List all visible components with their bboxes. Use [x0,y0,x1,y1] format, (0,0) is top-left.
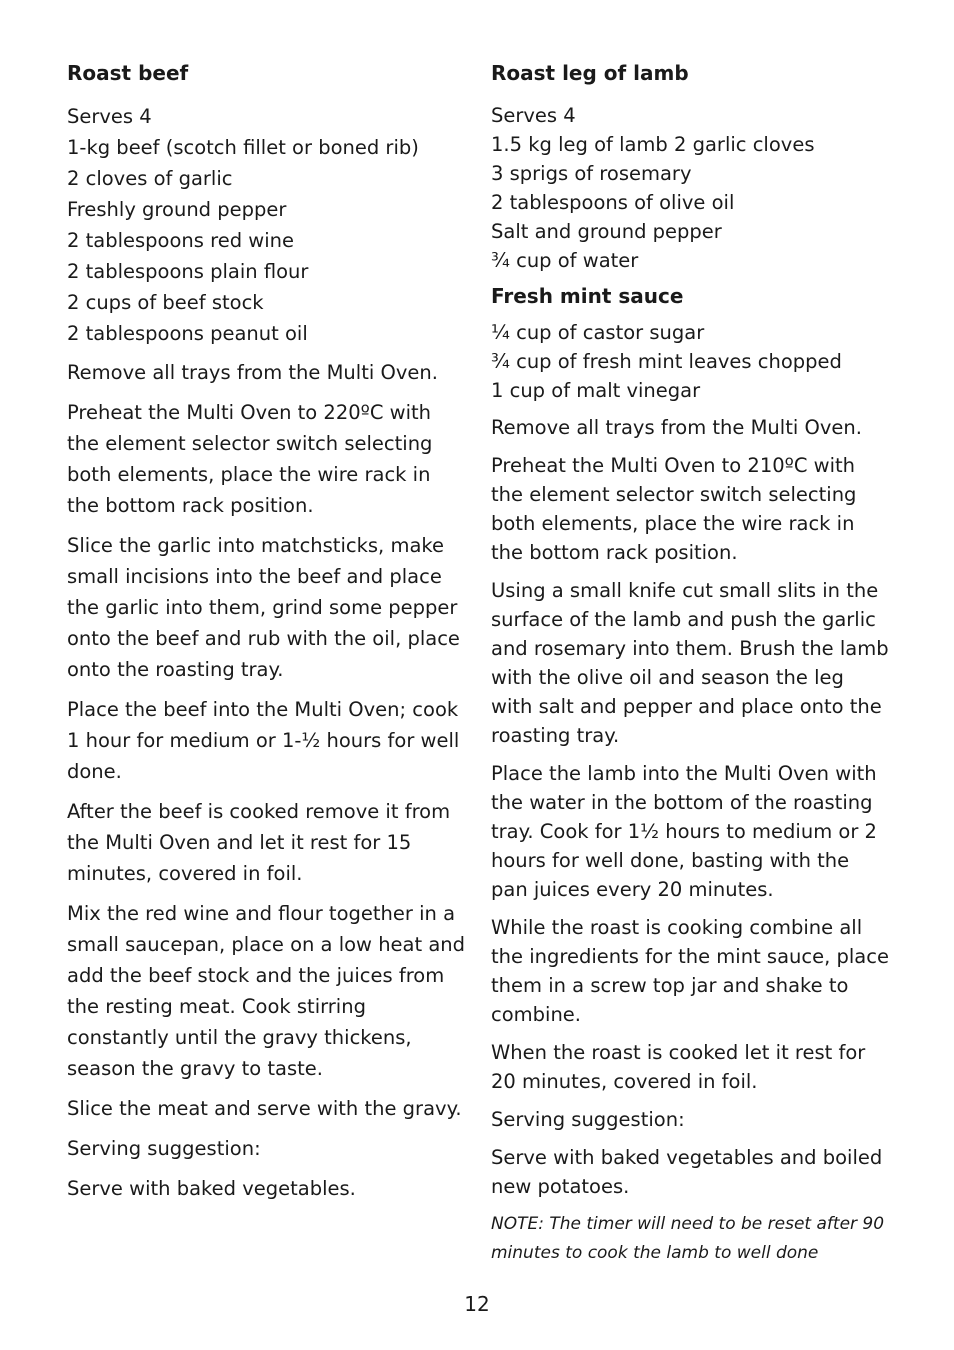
method-step: Remove all trays from the Multi Oven. [491,416,862,439]
mint-sauce-ingredients [491,318,891,405]
serving-suggestion-text: Serve with baked vegetables and boiled new potatoes. [491,1146,883,1198]
serving-suggestion-text: Serve with baked vegetables. [67,1177,356,1200]
ingredient-item: Serves 4 [491,104,576,127]
roast-lamb-column [491,60,891,1277]
ingredient-item: 2 tablespoons red wine [67,229,294,252]
ingredient-item: 2 tablespoons of olive oil [491,191,735,214]
method-step: Mix the red wine and flour together in a small saucepan, place on a low heat and add the beef stock and the juices from the resting meat. Cook stirring constantly until the gravy thickens, season the gravy to taste. [67,902,466,1080]
method-step: Slice the garlic into matchsticks, make small incisions into the beef and place the garlic into them, grind some pepper onto the beef and rub with the oil, place onto the roasting tray. [67,534,460,681]
ingredient-item: 1.5 kg leg of lamb 2 garlic cloves [491,133,815,156]
ingredient-item: 1-kg beef (scotch fillet or boned rib) [67,136,419,159]
ingredient-item: 2 tablespoons plain flour [67,260,309,283]
roast-beef-title: Roast beef [67,61,189,85]
ingredient-item: Serves 4 [67,105,152,128]
ingredient-item: ¼ cup of castor sugar [491,321,705,344]
method-step: Place the beef into the Multi Oven; cook 1 hour for medium or 1-½ hours for well done. [67,698,460,783]
ingredient-item: 1 cup of malt vinegar [491,379,701,402]
mint-sauce-title: Fresh mint sauce [491,284,684,308]
method-step: Remove all trays from the Multi Oven. [67,361,438,384]
page-number: 12 [464,1292,490,1316]
ingredient-item: ¾ cup of fresh mint leaves chopped [491,350,842,373]
roast-beef-ingredients [67,101,467,349]
ingredient-item: 2 cups of beef stock [67,291,264,314]
method-step: After the beef is cooked remove it from the Multi Oven and let it rest for 15 minutes, covered in foil. [67,800,451,885]
ingredient-item: ¾ cup of water [491,249,639,272]
ingredient-item: 2 cloves of garlic [67,167,233,190]
roast-lamb-title: Roast leg of lamb [491,61,689,85]
method-step: Place the lamb into the Multi Oven with the water in the bottom of the roasting tray. Cook for 1½ hours to medium or 2 hours for well done, basting with the pan juices every 20 minutes. [491,762,877,901]
roast-lamb-ingredients [491,101,891,275]
method-step: When the roast is cooked let it rest for 20 minutes, covered in foil. [491,1041,866,1093]
method-step: Preheat the Multi Oven to 220ºC with the element selector switch selecting both elements, place the wire rack in the bottom rack position. [67,401,433,517]
ingredient-item: 2 tablespoons peanut oil [67,322,308,345]
method-step: Preheat the Multi Oven to 210ºC with the element selector switch selecting both elements, place the wire rack in the bottom rack position. [491,454,857,564]
timer-note: NOTE: The timer will need to be reset after 90 minutes to cook the lamb to well done [491,1214,885,1263]
serving-suggestion-label: Serving suggestion: [491,1108,685,1131]
method-step: While the roast is cooking combine all the ingredients for the mint sauce, place them in a screw top jar and shake to combine. [491,916,889,1026]
method-step: Using a small knife cut small slits in the surface of the lamb and push the garlic and rosemary into them. Brush the lamb with the olive oil and season the leg with salt and pepper and place onto the roasting tray. [491,579,889,747]
ingredient-item: 3 sprigs of rosemary [491,162,692,185]
roast-beef-column [67,60,467,1213]
serving-suggestion-label: Serving suggestion: [67,1137,261,1160]
ingredient-item: Salt and ground pepper [491,220,722,243]
method-step: Slice the meat and serve with the gravy. [67,1097,462,1120]
ingredient-item: Freshly ground pepper [67,198,287,221]
